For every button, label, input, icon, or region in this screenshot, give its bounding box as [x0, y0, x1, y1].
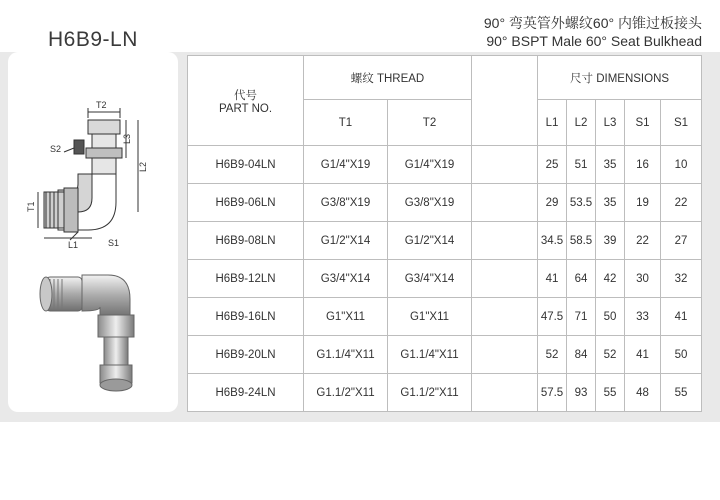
cell-t2: G1.1/4"X11: [388, 336, 472, 374]
cell-part-no: H6B9-08LN: [188, 222, 304, 260]
col-header-l1: L1: [538, 100, 567, 146]
table-row: [188, 260, 702, 298]
cell-part-no: H6B9-06LN: [188, 184, 304, 222]
cell-l2: 93: [567, 374, 596, 412]
cell-part-no: H6B9-12LN: [188, 260, 304, 298]
cell-s1: 22: [625, 222, 661, 260]
table-row: [188, 336, 702, 374]
cell-s1: 33: [625, 298, 661, 336]
thread-group-header: 螺纹 THREAD: [304, 56, 472, 100]
cell-t2: G1/4"X19: [388, 146, 472, 184]
cell-s1-second: 55: [661, 374, 702, 412]
label-t2: T2: [96, 100, 107, 110]
label-s2: S2: [50, 144, 62, 154]
subtitle: [484, 14, 702, 50]
illustration-card: [8, 52, 178, 412]
technical-drawing: [8, 52, 178, 252]
cell-s1-second: 22: [661, 184, 702, 222]
cell-s1-second: 27: [661, 222, 702, 260]
cell-blank: [472, 260, 538, 298]
cell-part-no: H6B9-24LN: [188, 374, 304, 412]
col-header-t1: T1: [304, 100, 388, 146]
cell-t1: G1/4"X19: [304, 146, 388, 184]
table-row: [188, 146, 702, 184]
cell-blank: [472, 374, 538, 412]
cell-part-no: H6B9-20LN: [188, 336, 304, 374]
cell-l1: 29: [538, 184, 567, 222]
part-no-header-en: PART NO.: [218, 102, 273, 115]
cell-part-no: H6B9-16LN: [188, 298, 304, 336]
cell-l1: 47.5: [538, 298, 567, 336]
cell-blank: [472, 336, 538, 374]
part-no-header-cn: 代号: [234, 89, 257, 102]
dimensions-table: [187, 55, 702, 412]
cell-t1: G3/4"X14: [304, 260, 388, 298]
col-header-t2: T2: [388, 100, 472, 146]
cell-l2: 64: [567, 260, 596, 298]
dimensions-table-wrapper: [187, 55, 701, 412]
dimensions-group-header: 尺寸 DIMENSIONS: [538, 56, 702, 100]
label-l1: L1: [68, 240, 79, 250]
cell-l3: 50: [596, 298, 625, 336]
label-t1: T1: [26, 201, 36, 212]
cell-blank: [472, 146, 538, 184]
cell-s1-second: 10: [661, 146, 702, 184]
product-photo: [8, 257, 178, 407]
cell-l2: 84: [567, 336, 596, 374]
cell-l3: 35: [596, 146, 625, 184]
subtitle-cn: 90° 弯英管外螺纹60° 内锥过板接头: [483, 15, 702, 31]
part-no-header: [188, 56, 304, 146]
cell-t1: G1"X11: [304, 298, 388, 336]
cell-s1-second: 41: [661, 298, 702, 336]
cell-l2: 51: [567, 146, 596, 184]
table-row: [188, 374, 702, 412]
cell-l3: 55: [596, 374, 625, 412]
cell-blank: [472, 184, 538, 222]
label-s1: S1: [108, 238, 120, 248]
subtitle-en: 90° BSPT Male 60° Seat Bulkhead: [486, 33, 702, 49]
cell-s1-second: 50: [661, 336, 702, 374]
cell-s1: 30: [625, 260, 661, 298]
cell-l2: 71: [567, 298, 596, 336]
cell-t2: G1.1/2"X11: [388, 374, 472, 412]
col-header-l3: L3: [596, 100, 625, 146]
table-row: [188, 184, 702, 222]
cell-l3: 39: [596, 222, 625, 260]
cell-l1: 25: [538, 146, 567, 184]
cell-l1: 34.5: [538, 222, 567, 260]
cell-t1: G1.1/4"X11: [304, 336, 388, 374]
cell-t1: G1/2"X14: [304, 222, 388, 260]
cell-s1-second: 32: [661, 260, 702, 298]
cell-t2: G3/8"X19: [388, 184, 472, 222]
cell-l3: 52: [596, 336, 625, 374]
header-row-1: [188, 56, 702, 100]
cell-s1: 16: [625, 146, 661, 184]
cell-t2: G1/2"X14: [388, 222, 472, 260]
cell-l1: 52: [538, 336, 567, 374]
cell-l3: 35: [596, 184, 625, 222]
cell-blank: [472, 298, 538, 336]
cell-s1: 19: [625, 184, 661, 222]
cell-part-no: H6B9-04LN: [188, 146, 304, 184]
cell-t2: G1"X11: [388, 298, 472, 336]
col-header-l2: L2: [567, 100, 596, 146]
col-header-s1-second: S1: [661, 100, 702, 146]
cell-t1: G3/8"X19: [304, 184, 388, 222]
cell-t2: G3/4"X14: [388, 260, 472, 298]
cell-l1: 41: [538, 260, 567, 298]
cell-l2: 53.5: [567, 184, 596, 222]
table-row: [188, 298, 702, 336]
cell-l3: 42: [596, 260, 625, 298]
cell-l2: 58.5: [567, 222, 596, 260]
label-l2: L2: [138, 161, 148, 172]
col-header-s1: S1: [625, 100, 661, 146]
cell-t1: G1.1/2"X11: [304, 374, 388, 412]
cell-blank: [472, 222, 538, 260]
cell-l1: 57.5: [538, 374, 567, 412]
page-title: H6B9-LN: [48, 28, 138, 51]
label-l3: L3: [122, 133, 132, 144]
cell-s1: 41: [625, 336, 661, 374]
cell-s1: 48: [625, 374, 661, 412]
table-row: [188, 222, 702, 260]
blank-header: [472, 56, 538, 146]
